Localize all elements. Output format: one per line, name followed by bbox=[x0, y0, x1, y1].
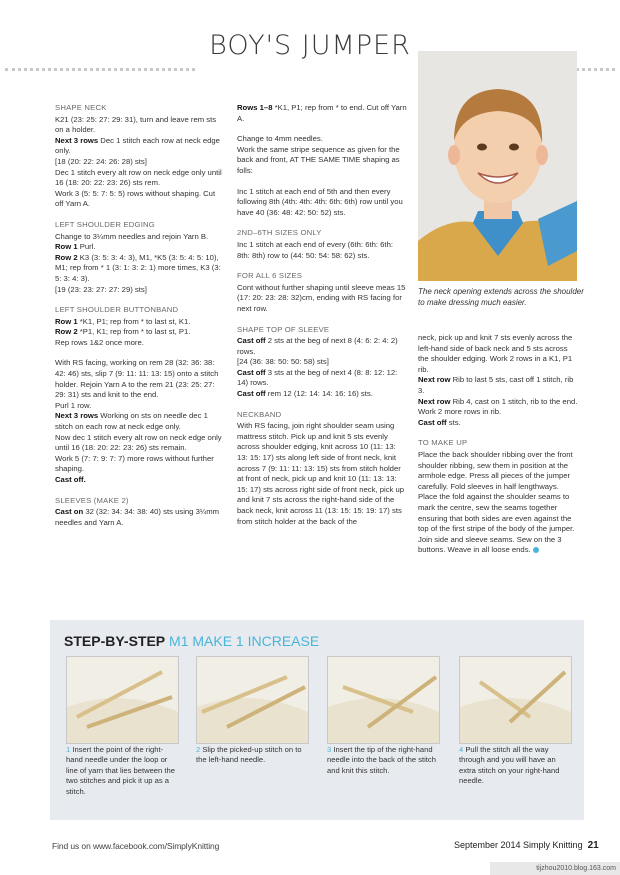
text-block: Inc 1 stitch at each end of 5th and then every following 8th (4th: 4th: 4th: 6th: 6th) row until you have 40 (36: 48: 42: 50: 52) sts. bbox=[237, 186, 403, 217]
step-1-text: 1 Insert the point of the right-hand needle under the loop or line of yarn that lies between the two stitches and pick it up as a stitch. bbox=[66, 745, 175, 796]
heading-shape-top-of-sleeve: SHAPE TOP OF SLEEVE bbox=[237, 324, 330, 334]
step-2-image bbox=[196, 656, 309, 744]
boy-photo bbox=[418, 51, 577, 281]
heading-2nd-6th-sizes: 2ND–6TH SIZES ONLY bbox=[237, 228, 322, 238]
step-4-image bbox=[459, 656, 572, 744]
photo-caption: The neck opening extends across the shoulder to make dressing much easier. bbox=[418, 287, 584, 307]
text-block: K21 (23: 25: 27: 29: 31), turn and leave rem sts on a holder. Next 3 rows Dec 1 stitch each row at neck edge only. [18 (20: 22: 24: 26: 28) sts] Dec 1 stitch every alt row on neck edge only until 16 (18: 20: 22: 23: 26) sts rem. Work 3 (5: 5: 7: 5: 5) rows without shaping. Cut off Yarn A. bbox=[55, 114, 222, 209]
text-block: Cast on 32 (32: 34: 34: 38: 40) sts using 3¼mm needles and Yarn A. bbox=[55, 507, 220, 527]
heading-to-make-up: TO MAKE UP bbox=[418, 438, 468, 448]
footer-issue: September 2014 Simply Knitting 21 bbox=[454, 840, 599, 851]
page-title: BOY'S JUMPER bbox=[209, 30, 411, 61]
text-block: Rows 1–8 *K1, P1; rep from * to end. Cut off Yarn A. bbox=[237, 103, 407, 123]
heading-left-shoulder-edging: LEFT SHOULDER EDGING bbox=[55, 219, 155, 229]
watermark-credit: tijzhou2010.blog.163.com bbox=[490, 862, 620, 875]
text-block: Cast off 2 sts at the beg of next 8 (4: 6: 2: 4: 2) rows. [24 (36: 38: 50: 50: 58) sts] Cast off 3 sts at the beg of next 4 (8: 8: 12: 12: 14) rows. Cast off rem 12 (12: 14: 14: 16: 16) sts. bbox=[237, 336, 398, 399]
heading-left-shoulder-buttonband: LEFT SHOULDER BUTTONBAND bbox=[55, 305, 179, 315]
heading-sleeves: SLEEVES (MAKE 2) bbox=[55, 495, 129, 505]
text-block: neck, pick up and knit 7 sts evenly across the left-hand side of back neck and 5 sts across the shoulder edging. Work 2 rows in a K1, P1 rib. Next row Rib to last 5 sts, cast off 1 stitch, rib 3. Next row Rib 4, cast on 1 stitch, rib to the end. Work 2 more rows in rib. Cast off sts. bbox=[418, 333, 578, 427]
column-2 bbox=[237, 103, 407, 537]
column-3 bbox=[418, 333, 580, 566]
text-block: Change to 3¼mm needles and rejoin Yarn B. Row 1 Purl. Row 2 K3 (3: 5: 3: 4: 3), M1, *K5 (3: 5: 4: 5: 10), M1; rep from * 1 (3: 1: 3: 2: 1) more times, K3 (3: 5: 3: 4: 3). [19 (23: 23: 27: 27: 29) sts] bbox=[55, 231, 221, 294]
boy-illustration bbox=[418, 51, 577, 281]
step-3-text: 3 Insert the tip of the right-hand needle into the back of the stitch and knit this stitch. bbox=[327, 745, 436, 775]
text-block: With RS facing, working on rem 28 (32: 36: 38: 42: 46) sts, slip 7 (9: 11: 11: 13: 15) onto a stitch holder. Rejoin Yarn A to the rem 21 (23: 25: 27: 29: 31) sts and knit to the end. Purl 1 row. Next 3 rows Working on sts on needle dec 1 stitch on each row at neck edge only. Now dec 1 stitch every alt row on neck edge only until 16 (18: 20: 22: 23: 26) sts remain. Work 5 (7: 7: 9: 7: 7) more rows without further shaping. Cast off. bbox=[55, 358, 222, 484]
text-block: Row 1 *K1, P1; rep from * to last st, K1. Row 2 *P1, K1; rep from * to last st, P1. Rep rows 1&2 once more. bbox=[55, 316, 191, 347]
heading-shape-neck: SHAPE NECK bbox=[55, 103, 107, 112]
text-block: Change to 4mm needles. Work the same stripe sequence as given for the back and front, AT THE SAME TIME shaping as folls: bbox=[237, 134, 400, 175]
heading-neckband: NECKBAND bbox=[237, 409, 282, 419]
page-number: 21 bbox=[587, 840, 599, 851]
step-2-text: 2 Slip the picked-up stitch on to the left-hand needle. bbox=[196, 745, 302, 765]
step-4-text: 4 Pull the stitch all the way through and you will have an extra stitch on your right-hand needle. bbox=[459, 745, 560, 786]
text-block: Cont without further shaping until sleeve meas 15 (17: 20: 23: 28: 32)cm, ending with RS facing for next row. bbox=[237, 282, 406, 313]
heading-all-6-sizes: FOR ALL 6 SIZES bbox=[237, 271, 303, 281]
text-block: Inc 1 stitch at each end of every (6th: 6th: 6th: 8th: 8th) row to (44: 50: 54: 58: 62) sts. bbox=[237, 239, 393, 260]
step-3-image bbox=[327, 656, 440, 744]
column-1 bbox=[55, 103, 225, 538]
end-marker-icon bbox=[533, 547, 539, 553]
text-block: Place the back shoulder ribbing over the front shoulder ribbing, sew them in position at the armhole edge. Press all pieces of the jumper carefully. Fold sleeves in half lengthways. Place the fold against the shoulder seams to mark the centre, sew the seams together ensuring that both sides are even against the top of the first stripe of the body of the jumper. Join side and sleeve seams. Sew on the 3 buttons. Weave in all loose ends. bbox=[418, 449, 575, 555]
footer-facebook-link[interactable]: Find us on www.facebook.com/SimplyKnitting bbox=[52, 841, 220, 851]
step-by-step-title: STEP-BY-STEP M1 MAKE 1 INCREASE bbox=[64, 633, 320, 649]
step-1-image bbox=[66, 656, 179, 744]
label: Next 3 rows bbox=[55, 135, 99, 145]
dotted-rule-left bbox=[5, 68, 195, 74]
text-block: With RS facing, join right shoulder seam using mattress stitch. Pick up and knit 5 sts evenly across shoulder edging, knit across 10 (11: 13: 13: 15: 17) sts along left side of front neck, knit across 7 (9: 11: 11: 13: 15) sts from stitch holder at front of neck, pick up and knit 10 (11: 13: 13: 15: 17) sts across right side of front neck, pick up and knit 7 sts across the right-hand side of the back neck, knit across 11 (13: 15: 15: 19: 17) sts from stitch holder at the back of the bbox=[237, 421, 405, 526]
